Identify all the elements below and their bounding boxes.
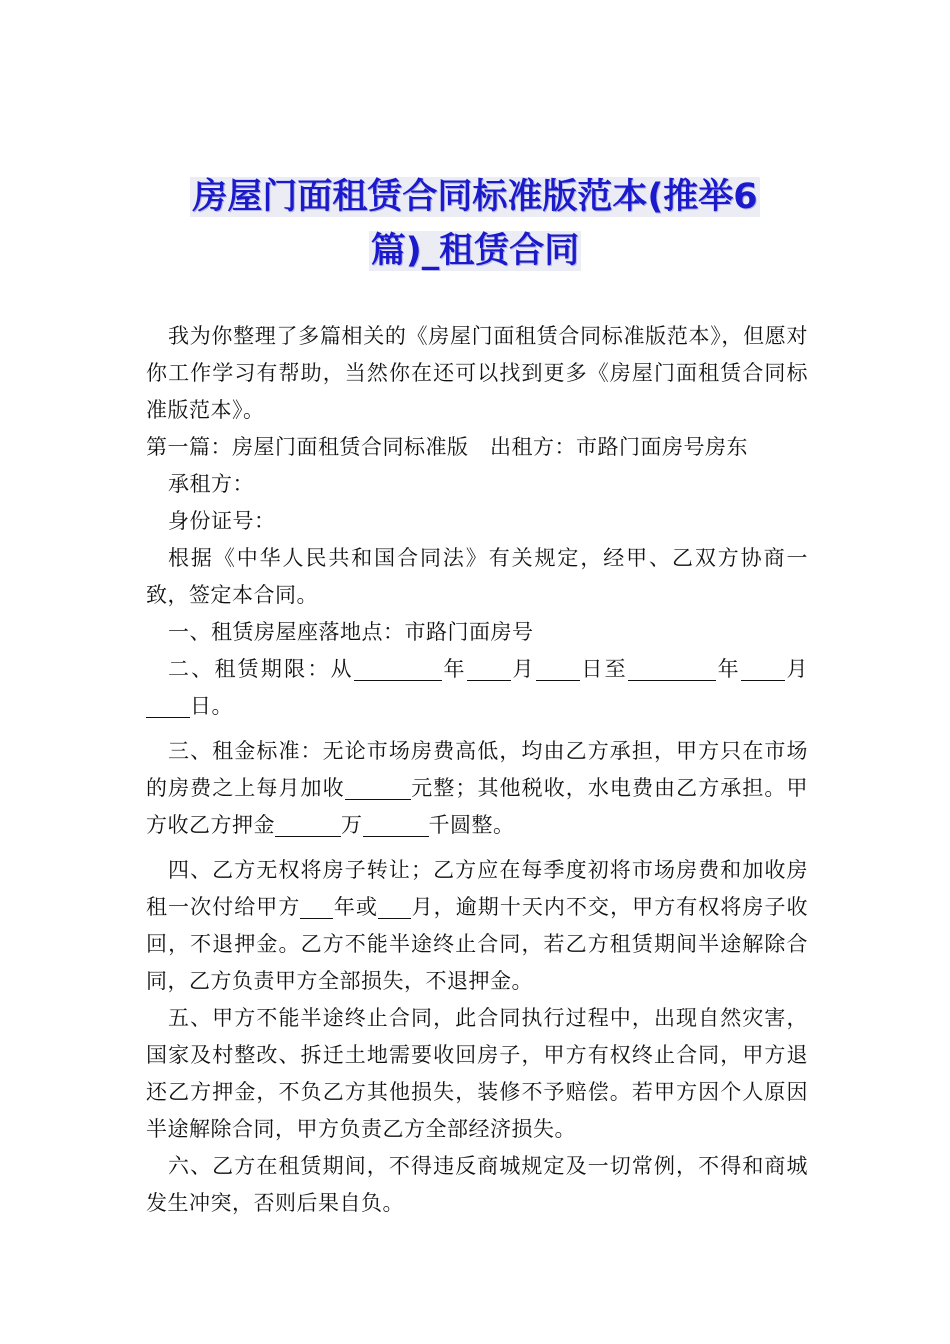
id-number-line: 身份证号： xyxy=(168,509,276,533)
clause-2-text-e: 年 xyxy=(715,657,741,681)
blank-end-year xyxy=(628,656,716,681)
blank-monthly-surcharge xyxy=(345,775,411,800)
clause-2-text-c: 月 xyxy=(510,657,536,681)
clause-3-text-d: 千圆整。 xyxy=(428,813,515,837)
clause-6: 六、乙方在租赁期间，不得违反商城规定及一切常例，不得和商城发生冲突，否则后果自负。 xyxy=(146,1154,808,1215)
blank-start-day xyxy=(536,656,580,681)
clause-2 xyxy=(146,651,808,725)
clause-2-text-d: 日至 xyxy=(579,657,628,681)
clause-2-text-a: 二、租赁期限：从 xyxy=(168,657,354,681)
blank-start-month xyxy=(467,656,511,681)
document-body xyxy=(146,318,808,1222)
clause-2-text-g: 日。 xyxy=(190,694,233,718)
blank-end-month xyxy=(741,656,785,681)
document-title xyxy=(120,170,830,278)
blank-end-day xyxy=(146,693,190,718)
blank-payment-months xyxy=(378,894,411,919)
clause-4-text-b: 年或 xyxy=(333,895,379,919)
blank-payment-years xyxy=(300,894,333,919)
blank-start-year xyxy=(354,656,442,681)
clause-2-text-f: 月 xyxy=(784,657,809,681)
title-line-2-text: 篇)_租赁合同 xyxy=(370,231,580,271)
clause-3-text-b: 元整；其他税收，水电费由乙方承担。甲方收乙方押金 xyxy=(146,776,809,837)
section-heading: 第一篇：房屋门面租赁合同标准版 出租方：市路门面房号房东 xyxy=(146,435,748,459)
clause-3-text-c: 万 xyxy=(341,813,363,837)
intro-paragraph: 我为你整理了多篇相关的《房屋门面租赁合同标准版范本》，但愿对你工作学习有帮助，当然你在还可以找到更多《房屋门面租赁合同标准版范本》。 xyxy=(146,324,808,422)
blank-deposit-qian xyxy=(363,812,429,837)
clause-3 xyxy=(146,733,808,844)
basis-paragraph: 根据《中华人民共和国合同法》有关规定，经甲、乙双方协商一致，签定本合同。 xyxy=(146,546,808,607)
clause-4-text-c: 月，逾期十天内不交，甲方有权将房子收回，不退押金。乙方不能半途终止合同，若乙方租赁期间半途解除合同，乙方负责甲方全部损失，不退押金。 xyxy=(146,895,809,993)
blank-deposit-wan xyxy=(275,812,341,837)
clause-5: 五、甲方不能半途终止合同，此合同执行过程中，出现自然灾害，国家及村整改、拆迁土地需要收回房子，甲方有权终止合同，甲方退还乙方押金，不负乙方其他损失，装修不予赔偿。若甲方因个人原因半途解除合同，甲方负责乙方全部经济损失。 xyxy=(146,1006,808,1141)
title-line-1 xyxy=(120,170,830,224)
title-line-2 xyxy=(120,224,830,278)
clause-3-text-a: 三、租金标准：无论市场房费高低，均由乙方承担，甲方只在市场的房费之上每月加收 xyxy=(146,739,808,800)
clause-2-text-b: 年 xyxy=(441,657,467,681)
clause-1: 一、租赁房屋座落地点：市路门面房号 xyxy=(168,620,534,644)
title-line-1-text: 房屋门面租赁合同标准版范本(推举6 xyxy=(192,177,758,217)
clause-4-text-a: 四、乙方无权将房子转让；乙方应在每季度初将市场房费和加收房租一次付给甲方 xyxy=(146,858,808,919)
clause-4 xyxy=(146,852,808,1000)
lessee-line: 承租方： xyxy=(168,472,254,496)
